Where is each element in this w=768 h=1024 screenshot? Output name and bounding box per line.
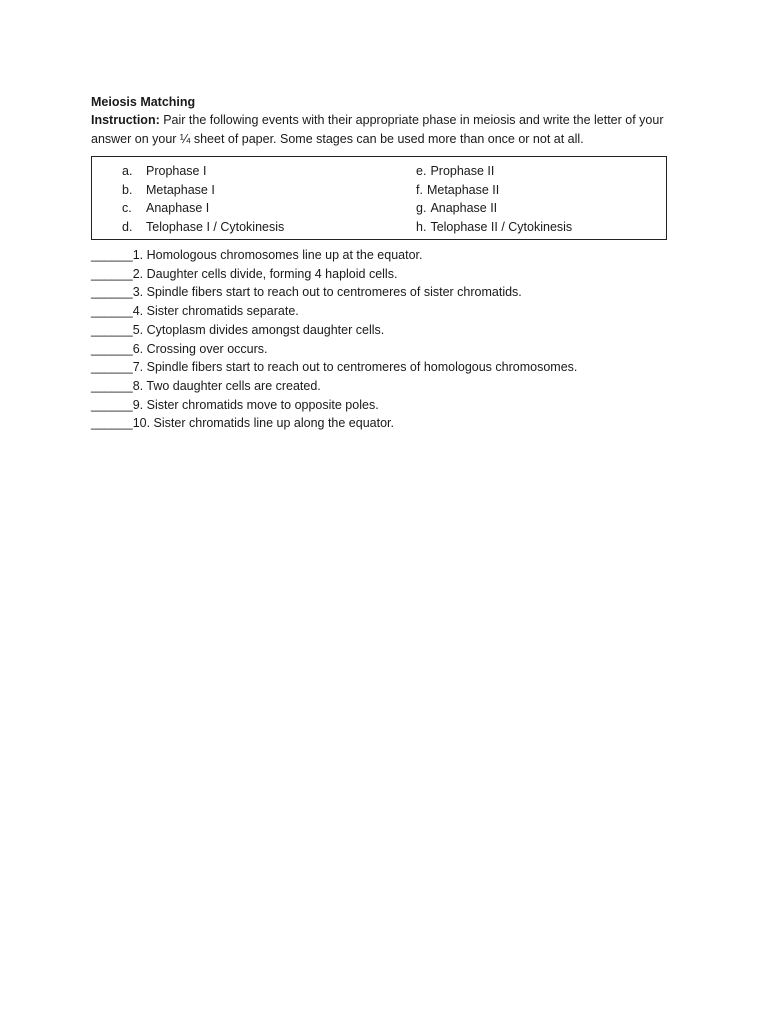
choice-b bbox=[122, 181, 284, 200]
choice-letter: f. bbox=[416, 182, 423, 197]
question-item-2: ______2. Daughter cells divide, forming 4 haploid cells. bbox=[91, 266, 398, 281]
choice-g bbox=[416, 199, 572, 218]
choice-label: Anaphase II bbox=[430, 201, 498, 215]
choice-letter: b. bbox=[122, 182, 133, 197]
choice-h bbox=[416, 218, 572, 237]
choice-a bbox=[122, 162, 284, 181]
choice-label: Prophase II bbox=[430, 164, 495, 178]
question-item-6: ______6. Crossing over occurs. bbox=[91, 341, 268, 356]
question-item-3: ______3. Spindle fibers start to reach out to centromeres of sister chromatids. bbox=[91, 285, 522, 300]
choice-c bbox=[122, 199, 284, 218]
choices-right-column bbox=[416, 162, 572, 236]
question-item-9: ______9. Sister chromatids move to opposite poles. bbox=[91, 397, 379, 412]
choice-label: Metaphase II bbox=[426, 182, 500, 197]
choice-label: Metaphase I bbox=[146, 182, 215, 197]
choice-letter: h. bbox=[416, 219, 427, 234]
question-item-1: ______1. Homologous chromosomes line up at the equator. bbox=[91, 248, 423, 262]
question-item-4: ______4. Sister chromatids separate. bbox=[91, 304, 299, 319]
choice-d bbox=[122, 218, 284, 237]
choice-letter: e. bbox=[416, 164, 427, 178]
choice-label: Prophase I bbox=[146, 164, 207, 178]
choice-f bbox=[416, 181, 572, 200]
choice-label: Anaphase I bbox=[146, 201, 210, 215]
instruction-paragraph bbox=[91, 111, 687, 149]
question-item-8: ______8. Two daughter cells are created. bbox=[91, 378, 321, 393]
choices-box bbox=[91, 156, 667, 240]
choices-left-column bbox=[122, 162, 284, 236]
instruction-text: Pair the following events with their appropriate phase in meiosis and write the letter of your answer on your ¼ sheet of paper. Some stages can be used more than once or not at all. bbox=[91, 113, 664, 146]
choice-e bbox=[416, 162, 572, 181]
worksheet-content bbox=[91, 93, 687, 433]
choice-letter: g. bbox=[416, 201, 427, 215]
choice-letter: c. bbox=[122, 201, 132, 215]
question-item-10: ______10. Sister chromatids line up along the equator. bbox=[91, 416, 394, 431]
question-item-5: ______5. Cytoplasm divides amongst daughter cells. bbox=[91, 322, 385, 337]
worksheet-title: Meiosis Matching bbox=[91, 95, 196, 109]
choice-label: Telophase I / Cytokinesis bbox=[146, 219, 285, 234]
choice-letter: d. bbox=[122, 219, 133, 234]
choice-letter: a. bbox=[122, 164, 133, 178]
question-list bbox=[91, 246, 687, 433]
question-item-7: ______7. Spindle fibers start to reach out to centromeres of homologous chromosomes. bbox=[91, 360, 578, 375]
choice-label: Telophase II / Cytokinesis bbox=[430, 219, 573, 234]
instruction-label: Instruction: bbox=[91, 113, 160, 127]
